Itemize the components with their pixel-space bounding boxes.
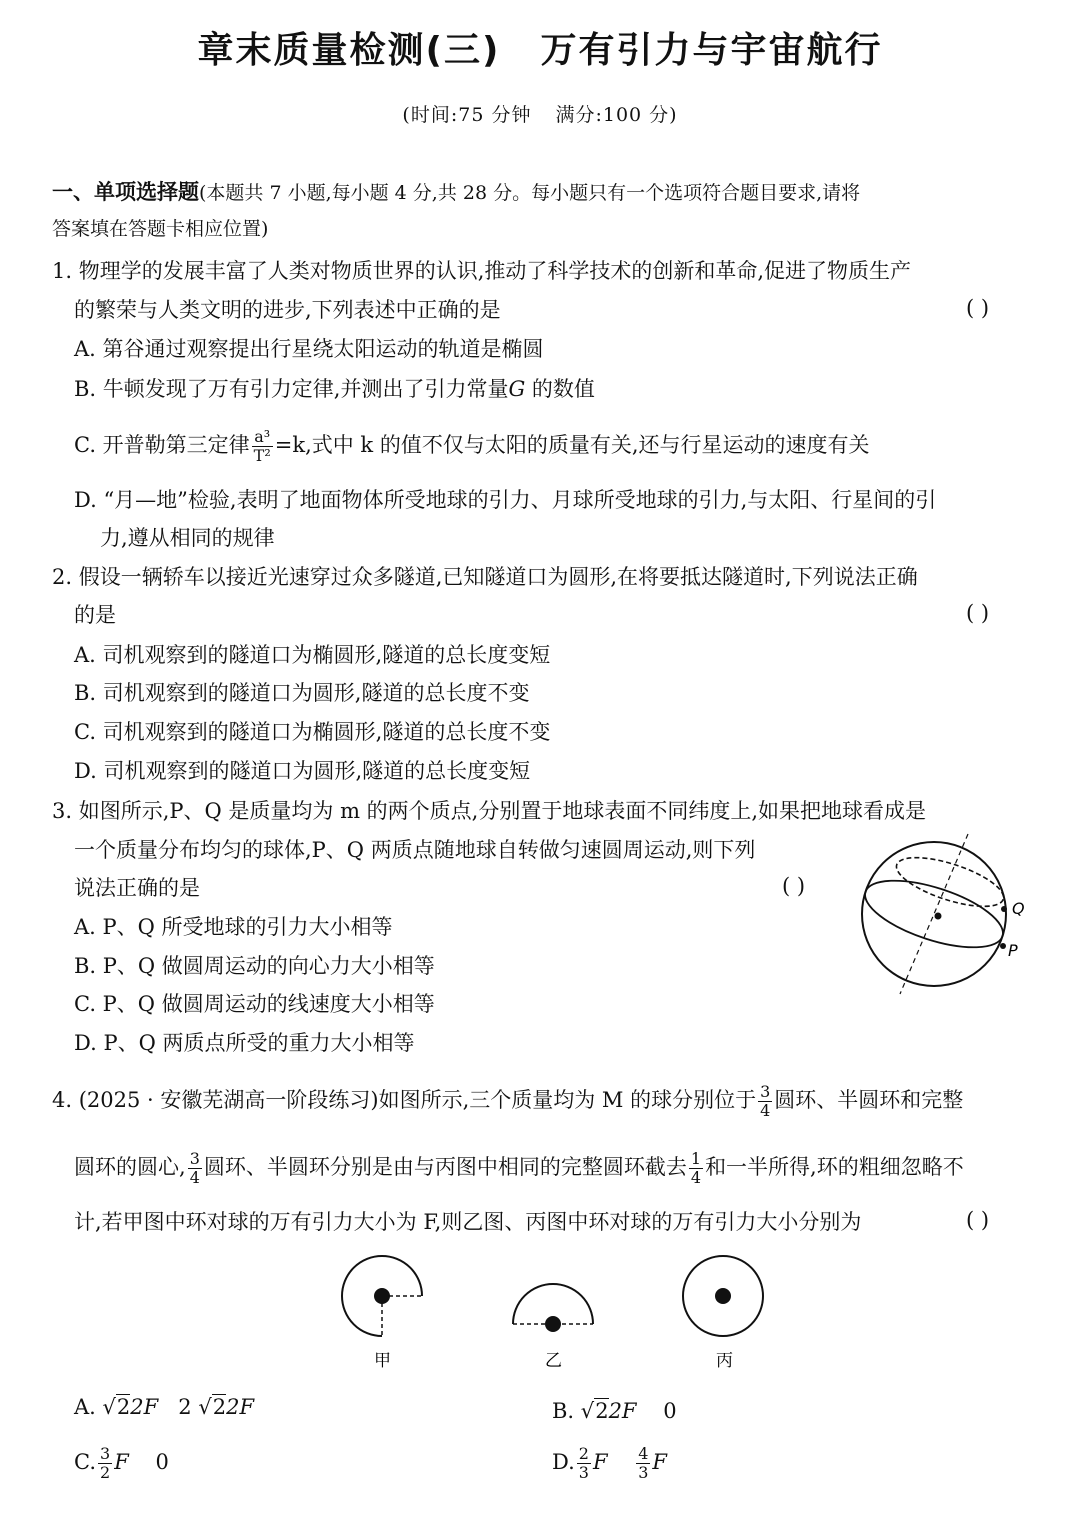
three-quarter-fraction-2 [188,1150,202,1187]
q2-answer-blank: ( ) [966,601,990,625]
frac-num: 4 [638,1444,649,1463]
option-b-value-2: 0 [663,1399,677,1423]
q1-option-d-line-2: 力,遵从相同的规律 [100,526,275,550]
option-c-label: C. [74,1450,96,1474]
q4-stem-2b: 圆环、半圆环分别是由与丙图中相同的完整圆环截去 [203,1155,687,1179]
q3-stem-line-1: 3. 如图所示,P、Q 是质量均为 m 的两个质点,分别置于地球表面不同纬度上,如果把地球看成是 [52,799,927,823]
title-left: 章末质量检测(三) [197,30,501,71]
ball-jia [374,1288,390,1304]
option-c-value-2: 0 [155,1450,169,1474]
q4-stem-line-3: 计,若甲图中环对球的万有引力大小为 F,则乙图、丙图中环对球的万有引力大小分别为 [74,1210,862,1234]
q3-answer-blank: ( ) [782,874,806,898]
q2-option-c: C. 司机观察到的隧道口为椭圆形,隧道的总长度不变 [74,720,551,744]
equator-ellipse [858,867,1011,961]
label-q: Q [1012,899,1025,918]
exam-time: (时间:75 分钟 [402,104,532,126]
earth-center [935,913,942,920]
frac-den: 3 [578,1463,589,1482]
q3-option-b: B. P、Q 做圆周运动的向心力大小相等 [74,954,435,978]
option-d-label: D. [552,1450,575,1474]
page-title [0,22,1080,73]
frac-den: 4 [690,1168,702,1187]
frac-num: 2 [578,1444,589,1463]
q4-stem-2c: 和一半所得,环的粗细忽略不 [705,1155,964,1179]
q4-option-a [74,1393,254,1421]
exam-score: 满分:100 分) [555,104,678,126]
q1-stem-line-2: 的繁荣与人类文明的进步,下列表述中正确的是 [74,298,501,322]
option-b-value-1: 2F [608,1399,637,1423]
earth-outline [862,842,1006,986]
section-desc-2: 答案填在答题卡相应位置) [52,218,269,240]
q1-option-b [74,375,595,403]
option-a-label: A. [74,1395,96,1419]
q4-stem-1a: 4. (2025 · 安徽芜湖高一阶段练习)如图所示,三个质量均为 M 的球分别位于 [52,1088,757,1112]
q3-stem-line-3: 说法正确的是 [74,876,200,900]
q1-option-b-text: B. 牛顿发现了万有引力定律,并测出了引力常量 [74,377,509,401]
frac-num: 3 [760,1082,771,1101]
three-quarter-fraction [758,1083,772,1120]
sqrt-symbol: √2 [580,1399,609,1423]
figure-yi [513,1284,593,1371]
exam-info [0,100,1080,127]
q1-answer-blank: ( ) [966,296,990,320]
q1-option-d-line-1: D. “月—地”检验,表明了地面物体所受地球的引力、月球所受地球的引力,与太阳、行星间的引 [74,488,937,512]
section-desc-1: (本题共 7 小题,每小题 4 分,共 28 分。每小题只有一个选项符合题目要求,请将 [199,182,861,204]
q3-option-c: C. P、Q 做圆周运动的线速度大小相等 [74,992,435,1016]
option-d-f2: F [652,1450,667,1474]
q2-option-b: B. 司机观察到的隧道口为圆形,隧道的总长度不变 [74,681,530,705]
q4-stem-2a: 圆环的圆心, [74,1155,186,1179]
section-header [52,178,860,207]
point-q [1001,906,1007,912]
frac-den: 3 [638,1463,649,1482]
ball-yi [545,1316,561,1332]
frac-num: 3 [189,1149,200,1168]
q1-stem-line-1: 1. 物理学的发展丰富了人类对物质世界的认识,推动了科学技术的创新和革命,促进了物质生产 [52,259,912,283]
option-c-fraction [98,1445,112,1482]
q4-option-c [74,1440,169,1484]
frac-num: 3 [100,1444,111,1463]
label-bing: 丙 [716,1351,733,1371]
q4-stem-line-1 [52,1078,963,1122]
option-d-f1: F [592,1450,608,1474]
q1-option-b-var: G [508,377,526,401]
section-label: 一、单项选择题 [52,180,199,204]
option-a-value-2: 2F [226,1395,255,1419]
q3-option-a: A. P、Q 所受地球的引力大小相等 [74,915,393,939]
q1-option-c-text: C. 开普勒第三定律 [74,433,250,457]
sqrt-symbol: √2 [198,1395,227,1419]
q4-stem-line-2 [74,1145,964,1189]
option-d-fraction-1 [577,1445,591,1482]
q4-stem-1b: 圆环、半圆环和完整 [774,1088,964,1112]
frac-den: 4 [760,1101,771,1120]
q1-option-c [74,425,870,465]
q1-option-a: A. 第谷通过观察提出行星绕太阳运动的轨道是椭圆 [74,337,544,361]
sqrt-symbol: √2 [102,1395,131,1419]
q1-option-b-tail: 的数值 [525,377,595,401]
label-jia: 甲 [374,1351,391,1371]
q3-stem-line-2: 一个质量分布均匀的球体,P、Q 两质点随地球自转做匀速圆周运动,则下列 [74,838,756,862]
q4-option-d [552,1440,667,1484]
frac-num: 1 [690,1149,702,1168]
q4-answer-blank: ( ) [966,1208,990,1232]
earth-figure [858,826,1038,996]
kepler-fraction [252,428,273,465]
title-right: 万有引力与宇宙航行 [540,30,883,71]
ball-bing [715,1288,731,1304]
q2-option-d: D. 司机观察到的隧道口为圆形,隧道的总长度变短 [74,759,531,783]
option-a-coeff: 2 [178,1395,192,1419]
q2-stem-line-1: 2. 假设一辆轿车以接近光速穿过众多隧道,已知隧道口为圆形,在将要抵达隧道时,下列说法正确 [52,565,918,589]
one-quarter-fraction [689,1150,703,1187]
frac-den: 4 [189,1168,200,1187]
kepler-numerator: a³ [252,428,273,447]
frac-den: 2 [100,1463,111,1482]
option-b-label: B. [552,1399,575,1423]
option-c-f: F [114,1450,129,1474]
option-d-fraction-2 [636,1445,650,1482]
label-yi: 乙 [545,1351,562,1371]
kepler-denominator: T² [253,446,271,465]
q2-stem-line-2: 的是 [74,603,116,627]
point-p [1000,943,1006,949]
figure-bing [683,1256,763,1371]
option-a-value-1: 2F [130,1395,159,1419]
ring-figures [320,1250,780,1380]
q1-option-c-tail: =k,式中 k 的值不仅与太阳的质量有关,还与行星运动的速度有关 [274,433,870,457]
q2-option-a: A. 司机观察到的隧道口为椭圆形,隧道的总长度变短 [74,643,551,667]
label-p: P [1008,941,1018,960]
figure-jia [342,1256,422,1371]
q3-option-d: D. P、Q 两质点所受的重力大小相等 [74,1031,415,1055]
q4-option-b [552,1397,677,1425]
